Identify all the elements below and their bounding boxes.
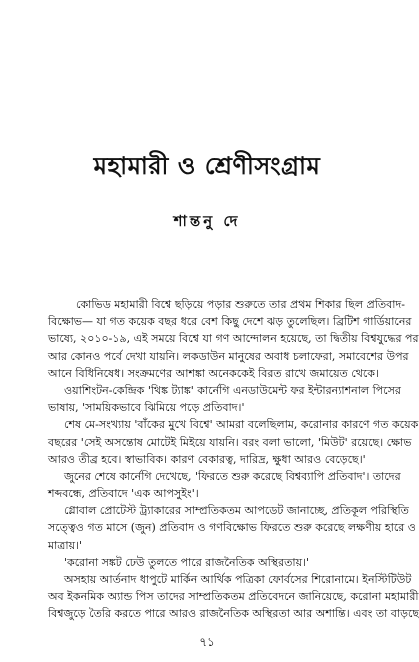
paragraph-line: আনে বিধিনিষেধ। সংক্রমণের আশঙ্কা অনেককেই বিরত রাখে জমায়েত থেকে। [48,366,379,380]
paragraph-line: ভাষ্যে, ২০১০-১৯, এই সময়ে বিশ্বে যা গণ আন্দোলন হয়েছে, তা দ্বিতীয় বিশ্বযুদ্ধের পর [48,332,419,346]
paragraph-line: ওয়াশিংটন-কেন্দ্রিক 'থিঙ্ক ট্যাঙ্ক' কার্নেগি এনডাউমেন্ট ফর ইন্টারন্যাশনাল পিসের [64,383,401,397]
paragraph-line: বছরের 'সেই অসন্তোষ মোটেই মিইয়ে যায়নি। বরং বলা ভালো, 'মিউট' রয়েছে। ক্ষোভ [48,435,412,449]
paragraph-line: আর কোনও পর্বে দেখা যায়নি। লকডাউন মানুষের অবাধ চলাফেরা, সমাবেশের উপর [48,349,409,363]
page-number: ৭১ [199,635,215,649]
paragraph-line: শব্দবন্ধে, প্রতিবাদে 'এক আপসুইং'। [48,487,199,501]
paragraph-line: জুনের শেষে কার্নেগি দেখেছে, 'ফিরতে শুরু করেছে বিশ্বব্যাপি প্রতিবাদ'। তাদের [64,469,401,483]
chapter-title: মহামারী ও শ্রেণীসংগ্রাম [93,151,321,180]
paragraph-line: ভাষায়, 'সাময়িকভাবে ঝিমিয়ে পড়ে প্রতিবাদ।' [48,401,245,415]
paragraph-line: আরও তীব্র হবে। স্বাভাবিক। কারণ বেকারত্ব, দারিদ্র, ক্ষুধা আরও বেড়েছে।' [48,452,366,466]
paragraph-line: অসহায় আর্তনাদ ধাপুটে মার্কিন আর্থিক পত্রিকা ফোর্বসের শিরোনামে। ইনস্টিটিউট [64,573,412,586]
author-name: শান্তনু দে [173,212,241,230]
paragraph-line: বিশ্বজুড়ে তৈরি করতে পারে আরও রাজনৈতিক অস্থিরতা আর অশান্তি। এবং তা বাড়ছে [48,607,419,621]
paragraph-line: অব ইকনমিক অ্যান্ড পিস তাদের সাম্প্রতিকতম প্রতিবেদনে জানিয়েছে, করোনা মহামারী [48,590,419,604]
paragraph-line: গ্লোবাল প্রোটেস্ট ট্র্যাকারের সাম্প্রতিকতম আপডেট জানাচ্ছে, প্রতিকূল পরিস্থিতি [64,504,409,518]
body-text [48,296,419,623]
paragraph-line: কোভিড মহামারী বিশ্বে ছড়িয়ে পড়ার শুরুতে তার প্রথম শিকার ছিল প্রতিবাদ- [76,298,405,311]
paragraph-line: মাত্রায়।' [48,538,83,552]
paragraph-line: শেষ মে-সংখ্যায় 'বাঁকের মুখে বিশ্বে' আমরা বলেছিলাম, করোনার কারণে গত কয়েক [64,418,419,432]
paragraph-line: 'করোনা সঙ্কট ঢেউ তুলতে পারে রাজনৈতিক অস্থিরতায়।' [64,555,310,569]
paragraph-line: সত্ত্বেও গত মাসে (জুন) প্রতিবাদ ও গণবিক্ষোভ ফিরতে শুরু করেছে লক্ষণীয় হারে ও [48,521,416,535]
paragraph-line: বিক্ষোভ— যা গত কয়েক বছর ধরে বেশ কিছু দেশে ঝড় তুলেছিল। ব্রিটিশ গার্ডিয়ানের [48,315,412,329]
